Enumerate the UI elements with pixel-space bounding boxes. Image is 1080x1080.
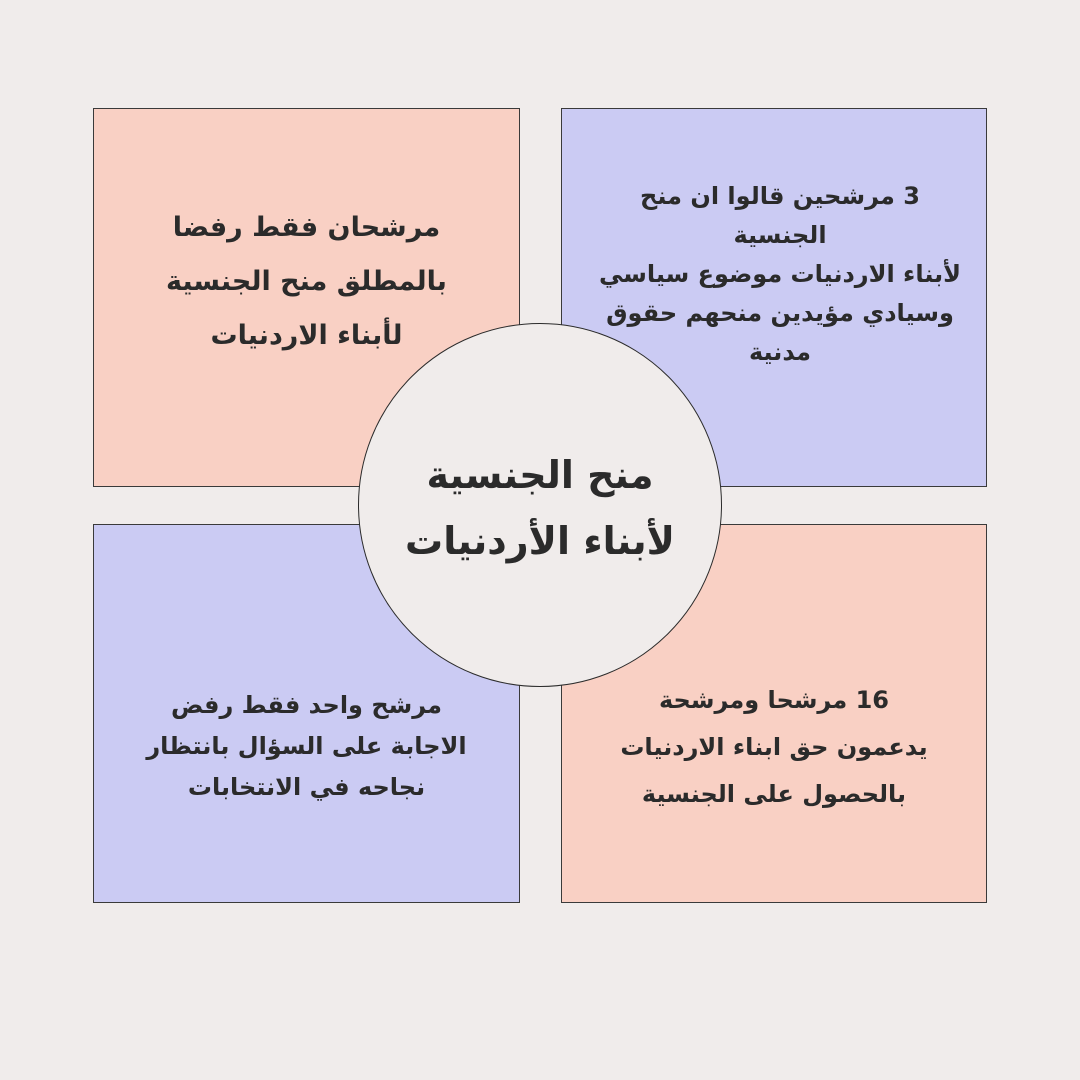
center-circle	[358, 323, 722, 687]
card-line: الاجابة على السؤال بانتظار	[146, 732, 467, 760]
center-title-line: منح الجنسية	[426, 453, 654, 497]
card-line: مرشحان فقط رفضا	[172, 212, 441, 243]
card-line: مدنية	[748, 338, 812, 366]
center-title-line: لأبناء الأردنيات	[405, 519, 675, 563]
card-line: لأبناء الاردنيات موضوع سياسي	[598, 260, 962, 288]
card-top-right-text	[592, 177, 968, 372]
card-top-left-text	[124, 201, 489, 363]
card-line: يدعمون حق ابناء الاردنيات	[620, 733, 928, 761]
card-line: مرشح واحد فقط رفض	[170, 691, 443, 719]
card-bottom-right-text	[602, 677, 946, 818]
card-line: لأبناء الاردنيات	[210, 320, 403, 351]
card-line: بالحصول على الجنسية	[641, 780, 907, 808]
card-line: 16 مرشحا ومرشحة	[659, 686, 889, 714]
card-line: بالمطلق منح الجنسية	[166, 266, 447, 297]
center-title	[369, 442, 711, 574]
card-bottom-left-text	[128, 685, 485, 808]
card-line: نجاحه في الانتخابات	[187, 773, 426, 801]
card-line: وسيادي مؤيدين منحهم حقوق	[606, 299, 954, 327]
card-line: 3 مرشحين قالوا ان منح الجنسية	[640, 182, 920, 249]
